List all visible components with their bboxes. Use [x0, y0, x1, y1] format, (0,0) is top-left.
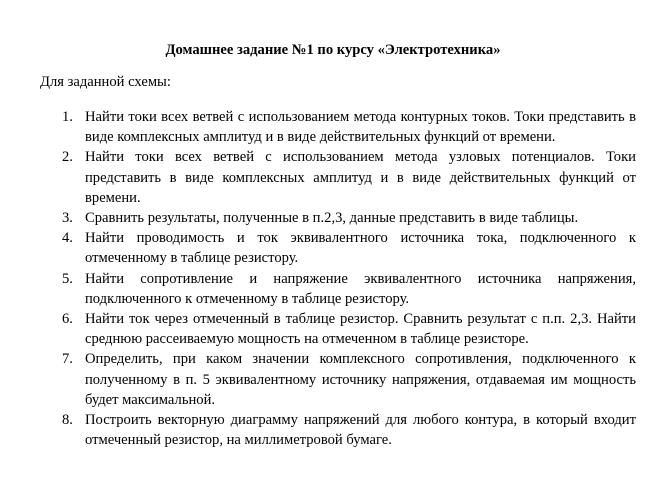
task-item-5: [0, 269, 666, 309]
task-item-3: [0, 208, 666, 228]
task-text: Сравнить результаты, полученные в п.2,3, данные представить в виде таблицы.: [85, 210, 579, 227]
task-number: 7.: [62, 351, 73, 368]
task-text: Построить векторную диаграмму напряжений для любого контура, в который входит отмеченный резистор, на миллиметровой бумаге.: [85, 412, 636, 449]
task-number: 1.: [62, 109, 73, 125]
task-item-8: [0, 410, 666, 450]
task-item-4: [0, 228, 666, 268]
task-number: 5.: [62, 270, 73, 287]
task-number: 4.: [62, 230, 73, 247]
task-number: 2.: [62, 149, 73, 166]
document-title: Домашнее задание №1 по курсу «Электротехника»: [165, 42, 501, 58]
task-item-2: [0, 147, 666, 208]
intro-text: Для заданной схемы:: [40, 74, 171, 90]
task-item-7: [0, 349, 666, 410]
task-text: Определить, при каком значении комплексного сопротивления, подключенного к полученному в п. 5 эквивалентному источнику напряжения, отдаваемая им мощность будет максимальной.: [85, 351, 636, 408]
task-list: [0, 107, 666, 450]
task-text: Найти проводимость и ток эквивалентного источника тока, подключенного к отмеченному в таблице резистору.: [85, 230, 636, 267]
task-text: Найти токи всех ветвей с использованием метода контурных токов. Токи представить в виде комплексных амплитуд и в виде действительных функций от времени.: [85, 109, 636, 146]
task-number: 8.: [62, 412, 73, 429]
task-text: Найти токи всех ветвей с использованием метода узловых потенциалов. Токи представить в виде комплексных амплитуд и в виде действительных функций от времени.: [85, 149, 636, 206]
task-item-1: [0, 107, 666, 147]
task-item-6: [0, 309, 666, 349]
task-number: 3.: [62, 210, 73, 227]
task-text: Найти сопротивление и напряжение эквивалентного источника напряжения, подключенного к отмеченному в таблице резистору.: [85, 270, 636, 307]
task-text: Найти ток через отмеченный в таблице резистор. Сравнить результат с п.п. 2,3. Найти среднюю рассеиваемую мощность на отмеченном в таблице резисторе.: [85, 311, 636, 348]
task-number: 6.: [62, 311, 73, 328]
